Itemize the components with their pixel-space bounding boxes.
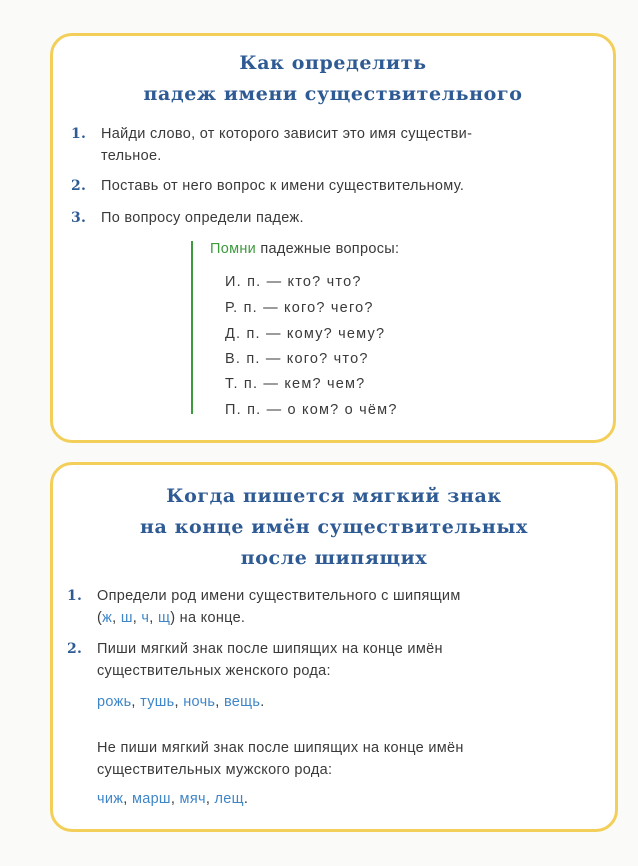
example-word: лещ — [214, 791, 244, 807]
example-word: мяч — [179, 791, 206, 807]
step-text-line1: Определи род имени существительного с шипящим — [97, 588, 461, 604]
example-word: ночь — [183, 694, 216, 710]
step-text-line1: Найди слово, от которого зависит это имя существи- — [101, 126, 473, 142]
case-row-accusative: В. п. — кого? что? — [225, 351, 369, 367]
step-number: 1. — [71, 126, 87, 142]
step-text-line1: Не пиши мягкий знак после шипящих на конце имён — [97, 740, 464, 756]
step-number: 3. — [71, 210, 87, 226]
step-3 — [71, 207, 601, 229]
step-text: Поставь от него вопрос к имени существительному. — [101, 178, 465, 194]
step-1 — [67, 585, 597, 629]
step-text-line2: существительных женского рода: — [97, 663, 331, 679]
example-word: вещь — [223, 694, 261, 710]
case-row-instrumental: Т. п. — кем? чем? — [225, 376, 366, 392]
card2-title-line3: после шипящих — [240, 547, 428, 569]
step-text-line1: Пиши мягкий знак после шипящих на конце имён — [97, 641, 443, 657]
step-text-line2: существительных мужского рода: — [97, 762, 333, 778]
example-word: марш — [131, 791, 171, 807]
remember-divider — [191, 241, 193, 414]
feminine-examples: рожь, тушь, ночь, вещь. — [97, 694, 265, 710]
step-number: 2. — [67, 641, 83, 657]
card2-title — [53, 481, 615, 574]
hissing-letter: ж — [102, 610, 113, 626]
soft-sign-rule-card — [50, 462, 618, 832]
case-row-genitive: Р. п. — кого? чего? — [225, 300, 374, 316]
card1-title-line2: падеж имени существительного — [143, 83, 523, 105]
step-2 — [71, 175, 601, 197]
case-rule-card — [50, 33, 616, 443]
step-text-line2: тельное. — [101, 148, 162, 164]
masculine-examples: чиж, марш, мяч, лещ. — [97, 791, 249, 807]
hissing-letter: ч — [141, 610, 150, 626]
card1-title — [53, 48, 613, 110]
case-row-prepositional: П. п. — о ком? о чём? — [225, 402, 398, 418]
example-word: тушь — [140, 694, 175, 710]
case-row-dative: Д. п. — кому? чему? — [225, 326, 386, 342]
close-text: ) на конце. — [170, 610, 246, 626]
hissing-letter: ш — [120, 610, 133, 626]
remember-word: Помни — [210, 241, 257, 257]
remember-heading — [210, 238, 399, 260]
step-3 — [67, 737, 597, 781]
card2-title-line1: Когда пишется мягкий знак — [166, 485, 502, 507]
card2-title-line2: на конце имён существительных — [140, 516, 528, 538]
step-1 — [71, 123, 601, 167]
example-word: чиж — [97, 791, 124, 807]
open-paren: ( — [97, 610, 103, 626]
step-text: По вопросу определи падеж. — [101, 210, 304, 226]
case-row-nominative: И. п. — кто? что? — [225, 274, 362, 290]
example-word: рожь — [97, 694, 132, 710]
step-number: 2. — [71, 178, 87, 194]
hissing-letter: щ — [157, 610, 171, 626]
card1-title-line1: Как определить — [239, 52, 427, 74]
remember-text: падежные вопросы: — [260, 241, 400, 257]
step-text-line2: (ж, ш, ч, щ) на конце. — [97, 610, 246, 626]
step-2 — [67, 638, 597, 682]
step-number: 1. — [67, 588, 83, 604]
